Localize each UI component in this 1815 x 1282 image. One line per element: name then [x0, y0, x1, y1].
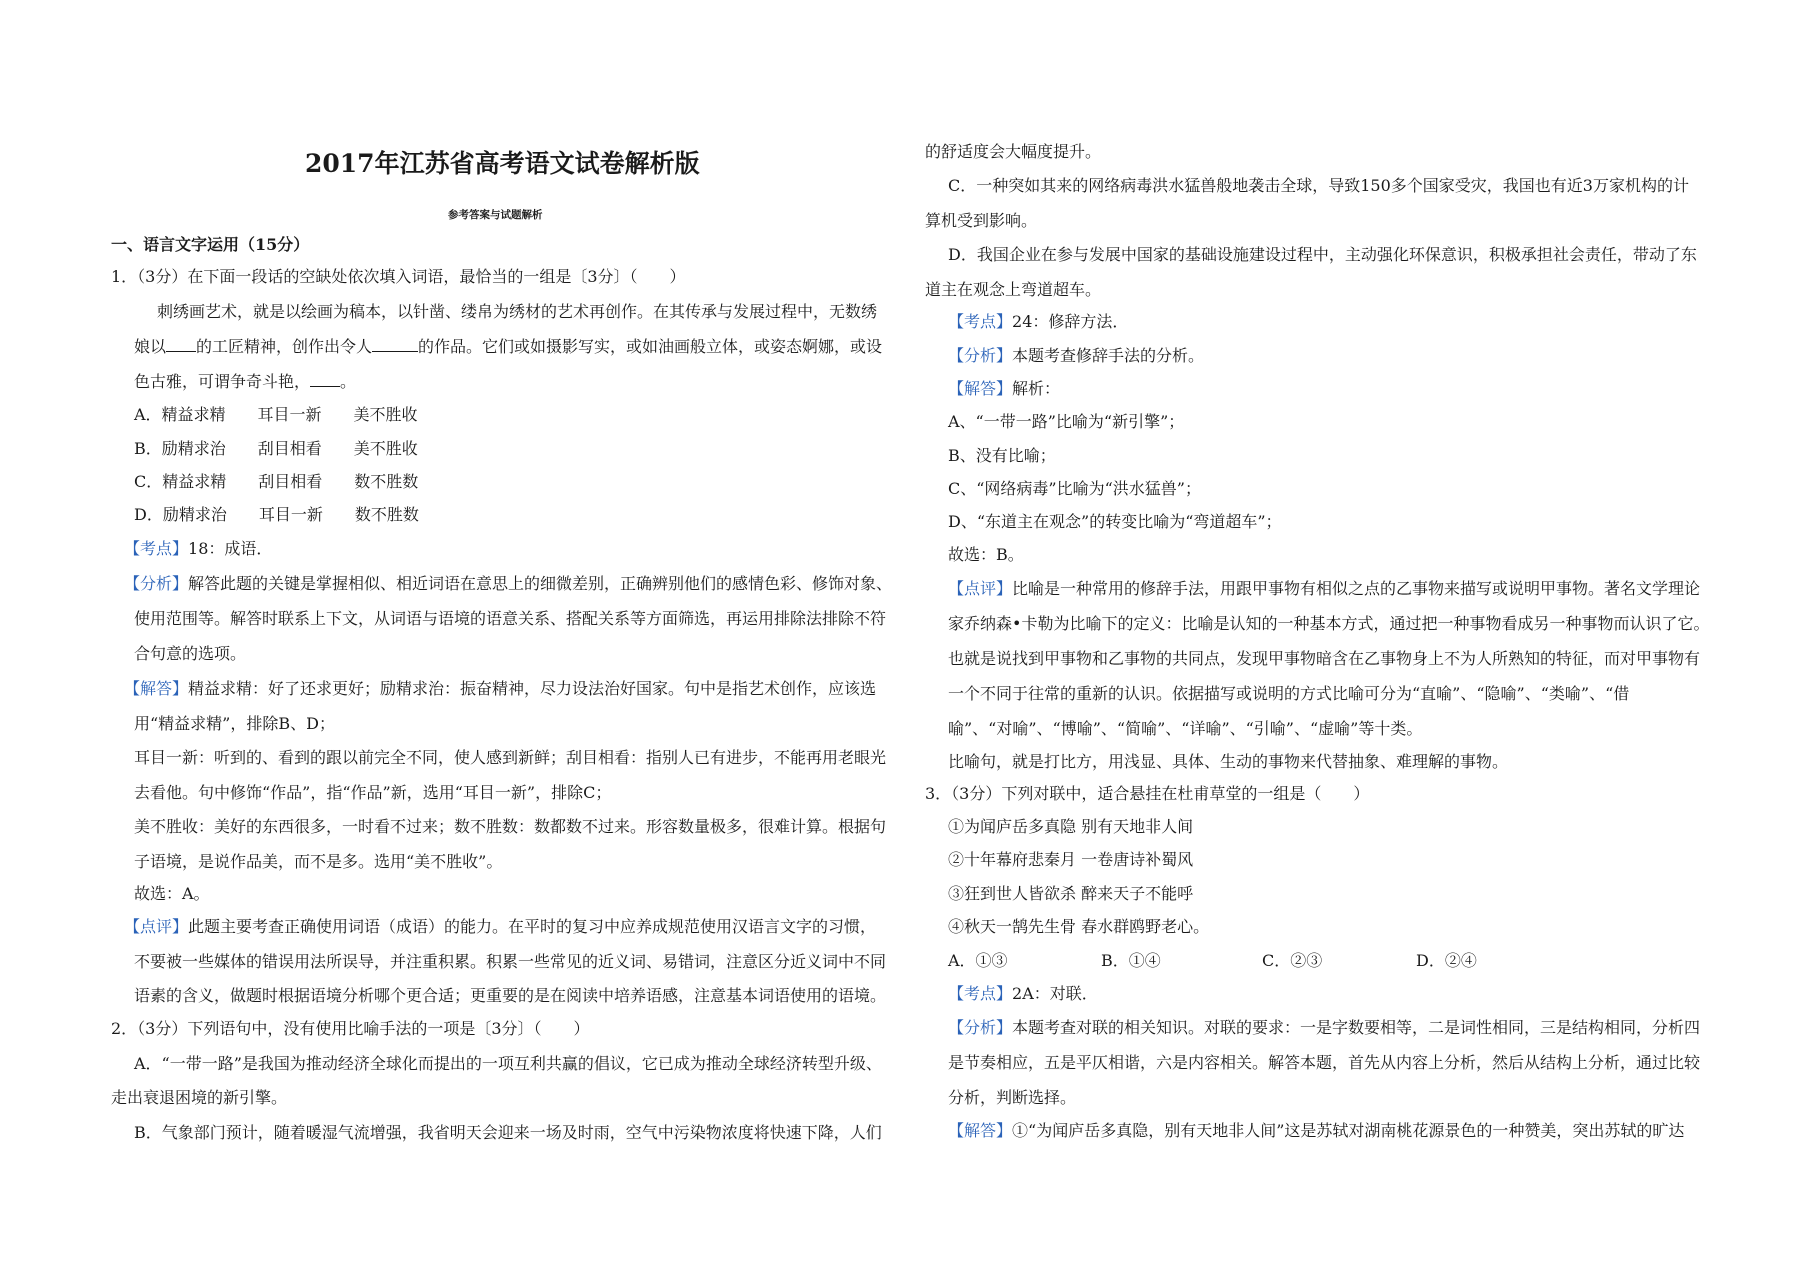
- q1-passage-text: 色古雅，可谓争奇斗艳，: [134, 372, 311, 391]
- q1-fenxi-text: 解答此题的关键是掌握相似、相近词语在意思上的细微差别，正确辨别他们的感情色彩、修饰对象、: [188, 574, 893, 593]
- q2-answer: 故选：B。: [948, 545, 1024, 564]
- q2-jieda-text: 解析：: [1012, 379, 1061, 398]
- q1-passage-text: 的工匠精神，创作出令人: [196, 337, 373, 356]
- q1-fenxi-line3: 合句意的选项。: [134, 644, 247, 663]
- q2-option-b-line1: B．气象部门预计，随着暖湿气流增强，我省明天会迎来一场及时雨，空气中污染物浓度将快速下降，人们: [134, 1123, 882, 1142]
- q3-option-b: B．①④: [1101, 951, 1161, 970]
- q1-jieda-line3: 耳目一新：听到的、看到的跟以前完全不同，使人感到新鲜；刮目相看：指别人已有进步，不能再用老眼光: [134, 748, 887, 767]
- q1-passage-text: 。: [340, 372, 357, 391]
- q1-kaodian-text: 18：成语．: [188, 539, 273, 558]
- q2-fenxi-text: 本题考查修辞手法的分析。: [1012, 346, 1205, 365]
- q2-jieda-d: D、“东道主在观念”的转变比喻为“弯道超车”；: [948, 512, 1282, 531]
- tag-dianping: 【点评】: [948, 579, 1013, 598]
- tag-fenxi: 【分析】: [948, 346, 1013, 365]
- q1-passage-line3: [134, 372, 356, 392]
- q2-jieda-b: B、没有比喻；: [948, 446, 1056, 465]
- q1-fenxi-line1: [124, 574, 892, 594]
- q2-option-d-line1: D．我国企业在参与发展中国家的基础设施建设过程中，主动强化环保意识，积极承担社会责任，带动了东: [948, 245, 1697, 264]
- q1-jieda-line5: 美不胜收：美好的东西很多，一时看不过来；数不胜数：数都数不过来。形容数量极多，很难计算。根据句: [134, 817, 887, 836]
- q2-kaodian: [948, 312, 1128, 332]
- page-title: 2017年江苏省高考语文试卷解析版: [305, 149, 700, 178]
- tag-fenxi: 【分析】: [948, 1018, 1013, 1037]
- q3-fenxi-line2: 是节奏相应，五是平仄相谐，六是内容相关。解答本题，首先从内容上分析，然后从结构上分析，通过比较: [948, 1053, 1701, 1072]
- q2-jieda: [948, 379, 1060, 399]
- section-heading: 一、语言文字运用（15分）: [111, 235, 310, 254]
- blank-1: [166, 337, 196, 352]
- q3-couplet-2: ②十年幕府悲秦月 一卷唐诗补蜀风: [948, 850, 1194, 869]
- q1-passage-text: 的作品。它们或如摄影写实，或如油画般立体，或姿态婀娜，或设: [418, 337, 883, 356]
- q2-fenxi: [948, 346, 1204, 366]
- tag-kaodian: 【考点】: [948, 984, 1013, 1003]
- tag-dianping: 【点评】: [124, 917, 189, 936]
- q3-couplet-1: ①为闻庐岳多真隐 别有天地非人间: [948, 817, 1194, 836]
- q1-jieda-line6: 子语境，是说作品美，而不是多。选用“美不胜收”。: [134, 852, 503, 871]
- q1-passage-text: 娘以: [134, 337, 167, 356]
- q2-option-a-line2: 走出衰退困境的新引擎。: [111, 1088, 288, 1107]
- q3-kaodian: [948, 984, 1098, 1004]
- q1-dianping-line1: [124, 917, 876, 937]
- q2-dianping-line6: 比喻句，就是打比方，用浅显、具体、生动的事物来代替抽象、难理解的事物。: [948, 752, 1509, 771]
- tag-jieda: 【解答】: [124, 679, 189, 698]
- q2-option-a-line1: A．“一带一路”是我国为推动经济全球化而提出的一项互利共赢的倡议，它已成为推动全球经济转型升级、: [134, 1054, 882, 1073]
- q3-fenxi-line1: [948, 1018, 1700, 1038]
- tag-kaodian: 【考点】: [124, 539, 189, 558]
- q2-option-c-line2: 算机受到影响。: [925, 211, 1038, 230]
- tag-kaodian: 【考点】: [948, 312, 1013, 331]
- q2-option-d-line2: 道主在观念上弯道超车。: [925, 280, 1102, 299]
- q1-jieda-text: 精益求精：好了还求更好；励精求治：振奋精神，尽力设法治好国家。句中是指艺术创作，应该选: [188, 679, 877, 698]
- q1-passage-line2: [134, 337, 882, 357]
- q1-kaodian: [124, 539, 272, 559]
- q3-option-a: A．①③: [948, 951, 1008, 970]
- q1-passage-line1: 刺绣画艺术，就是以绘画为稿本，以针凿、缕帛为绣材的艺术再创作。在其传承与发展过程中，无数绣: [157, 302, 878, 321]
- q3-option-d: D．②④: [1416, 951, 1477, 970]
- q2-kaodian-text: 24：修辞方法．: [1012, 312, 1129, 331]
- q1-stem: 1．（3分）在下面一段话的空缺处依次填入词语，最恰当的一组是〔3分〕（ ）: [111, 267, 686, 286]
- page-subtitle: 参考答案与试题解析: [448, 209, 543, 221]
- q1-jieda-line1: [124, 679, 876, 699]
- q1-dianping-text: 此题主要考查正确使用词语（成语）的能力。在平时的复习中应养成规范使用汉语言文字的习惯，: [188, 917, 877, 936]
- q3-stem: 3．（3分）下列对联中，适合悬挂在杜甫草堂的一组是（ ）: [925, 784, 1370, 803]
- q2-dianping-line1: [948, 579, 1700, 599]
- q1-option-a: A．精益求精 耳目一新 美不胜收: [134, 405, 418, 424]
- blank-3: [310, 372, 340, 387]
- q2-option-b-line2: 的舒适度会大幅度提升。: [925, 142, 1102, 161]
- q1-fenxi-line2: 使用范围等。解答时联系上下文，从词语与语境的语意关系、搭配关系等方面筛选，再运用排除法排除不符: [134, 609, 887, 628]
- q2-dianping-text: 比喻是一种常用的修辞手法，用跟甲事物有相似之点的乙事物来描写或说明甲事物。著名文学理论: [1012, 579, 1701, 598]
- q3-kaodian-text: 2A：对联．: [1012, 984, 1098, 1003]
- q2-jieda-a: A、“一带一路”比喻为“新引擎”；: [948, 412, 1185, 431]
- q3-fenxi-text: 本题考查对联的相关知识。对联的要求：一是字数要相等，二是词性相同，三是结构相同，分析四: [1012, 1018, 1701, 1037]
- blank-2: [372, 337, 418, 352]
- q2-option-c-line1: C．一种突如其来的网络病毒洪水猛兽般地袭击全球，导致150多个国家受灾，我国也有近3万家机构的计: [948, 176, 1689, 195]
- q3-couplet-3: ③狂到世人皆欲杀 醉来天子不能呼: [948, 884, 1194, 903]
- q1-jieda-line2: 用“精益求精”，排除B、D；: [134, 714, 335, 733]
- q1-option-c: C．精益求精 刮目相看 数不胜数: [134, 472, 419, 491]
- tag-jieda: 【解答】: [948, 1121, 1013, 1140]
- q1-option-d: D．励精求治 耳目一新 数不胜数: [134, 505, 419, 524]
- q2-jieda-c: C、“网络病毒”比喻为“洪水猛兽”；: [948, 479, 1201, 498]
- tag-fenxi: 【分析】: [124, 574, 189, 593]
- q3-jieda-text: ①“为闻庐岳多真隐，别有天地非人间”这是苏轼对湖南桃花源景色的一种赞美，突出苏轼的旷达: [1012, 1121, 1685, 1140]
- q1-answer: 故选：A。: [134, 884, 210, 903]
- q1-jieda-line4: 去看他。句中修饰“作品”，指“作品”新，选用“耳目一新”，排除C；: [134, 783, 612, 802]
- q2-dianping-line4: 一个不同于往常的重新的认识。依据描写或说明的方式比喻可分为“直喻”、“隐喻”、“类喻”、“借: [948, 684, 1630, 703]
- q3-couplet-4: ④秋天一鹄先生骨 春水群鸥野老心。: [948, 917, 1210, 936]
- q2-dianping-line2: 家乔纳森•卡勒为比喻下的定义：比喻是认知的一种基本方式，通过把一种事物看成另一种事物而认识了它。: [948, 614, 1710, 633]
- tag-jieda: 【解答】: [948, 379, 1013, 398]
- q3-option-c: C．②③: [1262, 951, 1323, 970]
- q2-dianping-line5: 喻”、“对喻”、“博喻”、“简喻”、“详喻”、“引喻”、“虚喻”等十类。: [948, 719, 1423, 738]
- q1-dianping-line3: 语素的含义，做题时根据语境分析哪个更合适；更重要的是在阅读中培养语感，注意基本词语使用的语境。: [134, 986, 887, 1005]
- q2-dianping-line3: 也就是说找到甲事物和乙事物的共同点，发现甲事物暗含在乙事物身上不为人所熟知的特征，而对甲事物有: [948, 649, 1701, 668]
- q3-jieda-line1: [948, 1121, 1684, 1141]
- q1-option-b: B．励精求治 刮目相看 美不胜收: [134, 439, 418, 458]
- q2-stem: 2．（3分）下列语句中，没有使用比喻手法的一项是〔3分〕（ ）: [111, 1019, 590, 1038]
- q1-dianping-line2: 不要被一些媒体的错误用法所误导，并注重积累。积累一些常见的近义词、易错词，注意区分近义词中不同: [134, 952, 887, 971]
- q3-fenxi-line3: 分析，判断选择。: [948, 1088, 1077, 1107]
